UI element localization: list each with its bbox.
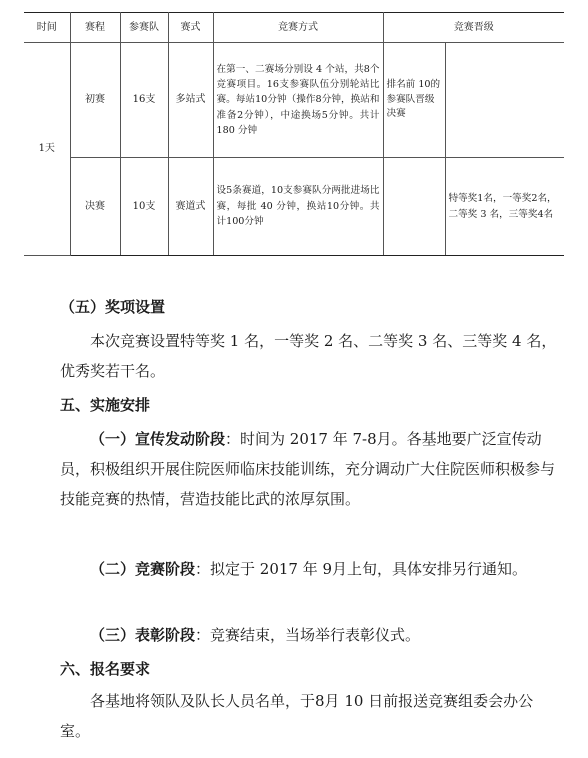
stage-1-label: （一）宣传发动阶段 — [90, 430, 226, 448]
awards-heading: （五）奖项设置 — [60, 298, 166, 316]
implementation-stage-3 — [60, 620, 560, 650]
implementation-stage-2 — [60, 554, 560, 584]
stage-2-label: （二）竞赛阶段 — [90, 560, 196, 578]
teams-cell: 10支 — [120, 158, 168, 256]
format-cell: 赛道式 — [168, 158, 213, 256]
award-cell: 特等奖1名，一等奖2名，二等奖 3 名，三等奖4名 — [445, 158, 564, 256]
header-method: 竞赛方式 — [213, 13, 383, 43]
registration-heading: 六、报名要求 — [60, 660, 151, 678]
method-cell: 在第一、二赛场分别设 4 个站，共8个竞赛项目。16支参赛队伍分别轮站比赛。每站10分钟（操作8分钟，换站和准备2分钟），中途换场5分钟。共计180 分钟 — [213, 43, 383, 158]
table-header-row — [24, 13, 564, 43]
awards-paragraph: 本次竞赛设置特等奖 1 名，一等奖 2 名、二等奖 3 名、三等奖 4 名，优秀奖若干名。 — [60, 332, 557, 380]
stage-2-text: ：拟定于 2017 年 9月上旬，具体安排另行通知。 — [195, 560, 528, 578]
registration-paragraph: 各基地将领队及队长人员名单，于8月 10 日前报送竞赛组委会办公室。 — [60, 692, 534, 740]
table-row — [24, 158, 564, 256]
stage-1-text: ：时间为 2017 年 7-8月。各基地要广泛宣传动员，积极组织开展住院医师临床技能训练，充分调动广大住院医师积极参与技能竞赛的热情，营造技能比武的浓厚氛围。 — [60, 430, 556, 508]
format-cell: 多站式 — [168, 43, 213, 158]
time-cell: 1天 — [24, 43, 70, 256]
header-stage: 赛程 — [70, 13, 120, 43]
advance-cell — [383, 158, 445, 256]
header-format: 赛式 — [168, 13, 213, 43]
stage-3-label: （三）表彰阶段 — [90, 626, 196, 644]
stage-cell: 决赛 — [70, 158, 120, 256]
competition-schedule-table — [24, 12, 564, 256]
implementation-stage-1 — [60, 424, 560, 514]
header-time: 时间 — [24, 13, 70, 43]
stage-3-text: ：竞赛结束，当场举行表彰仪式。 — [195, 626, 421, 644]
method-cell: 设5条赛道，10支参赛队分两批进场比赛，每批 40 分钟，换站10分钟。共计100分钟 — [213, 158, 383, 256]
header-teams: 参赛队 — [120, 13, 168, 43]
award-cell — [445, 43, 564, 158]
header-advance: 竞赛晋级 — [383, 13, 564, 43]
advance-cell: 排名前 10的参赛队晋级决赛 — [383, 43, 445, 158]
teams-cell: 16支 — [120, 43, 168, 158]
stage-cell: 初赛 — [70, 43, 120, 158]
table-row — [24, 43, 564, 158]
implementation-heading: 五、实施安排 — [60, 396, 151, 414]
